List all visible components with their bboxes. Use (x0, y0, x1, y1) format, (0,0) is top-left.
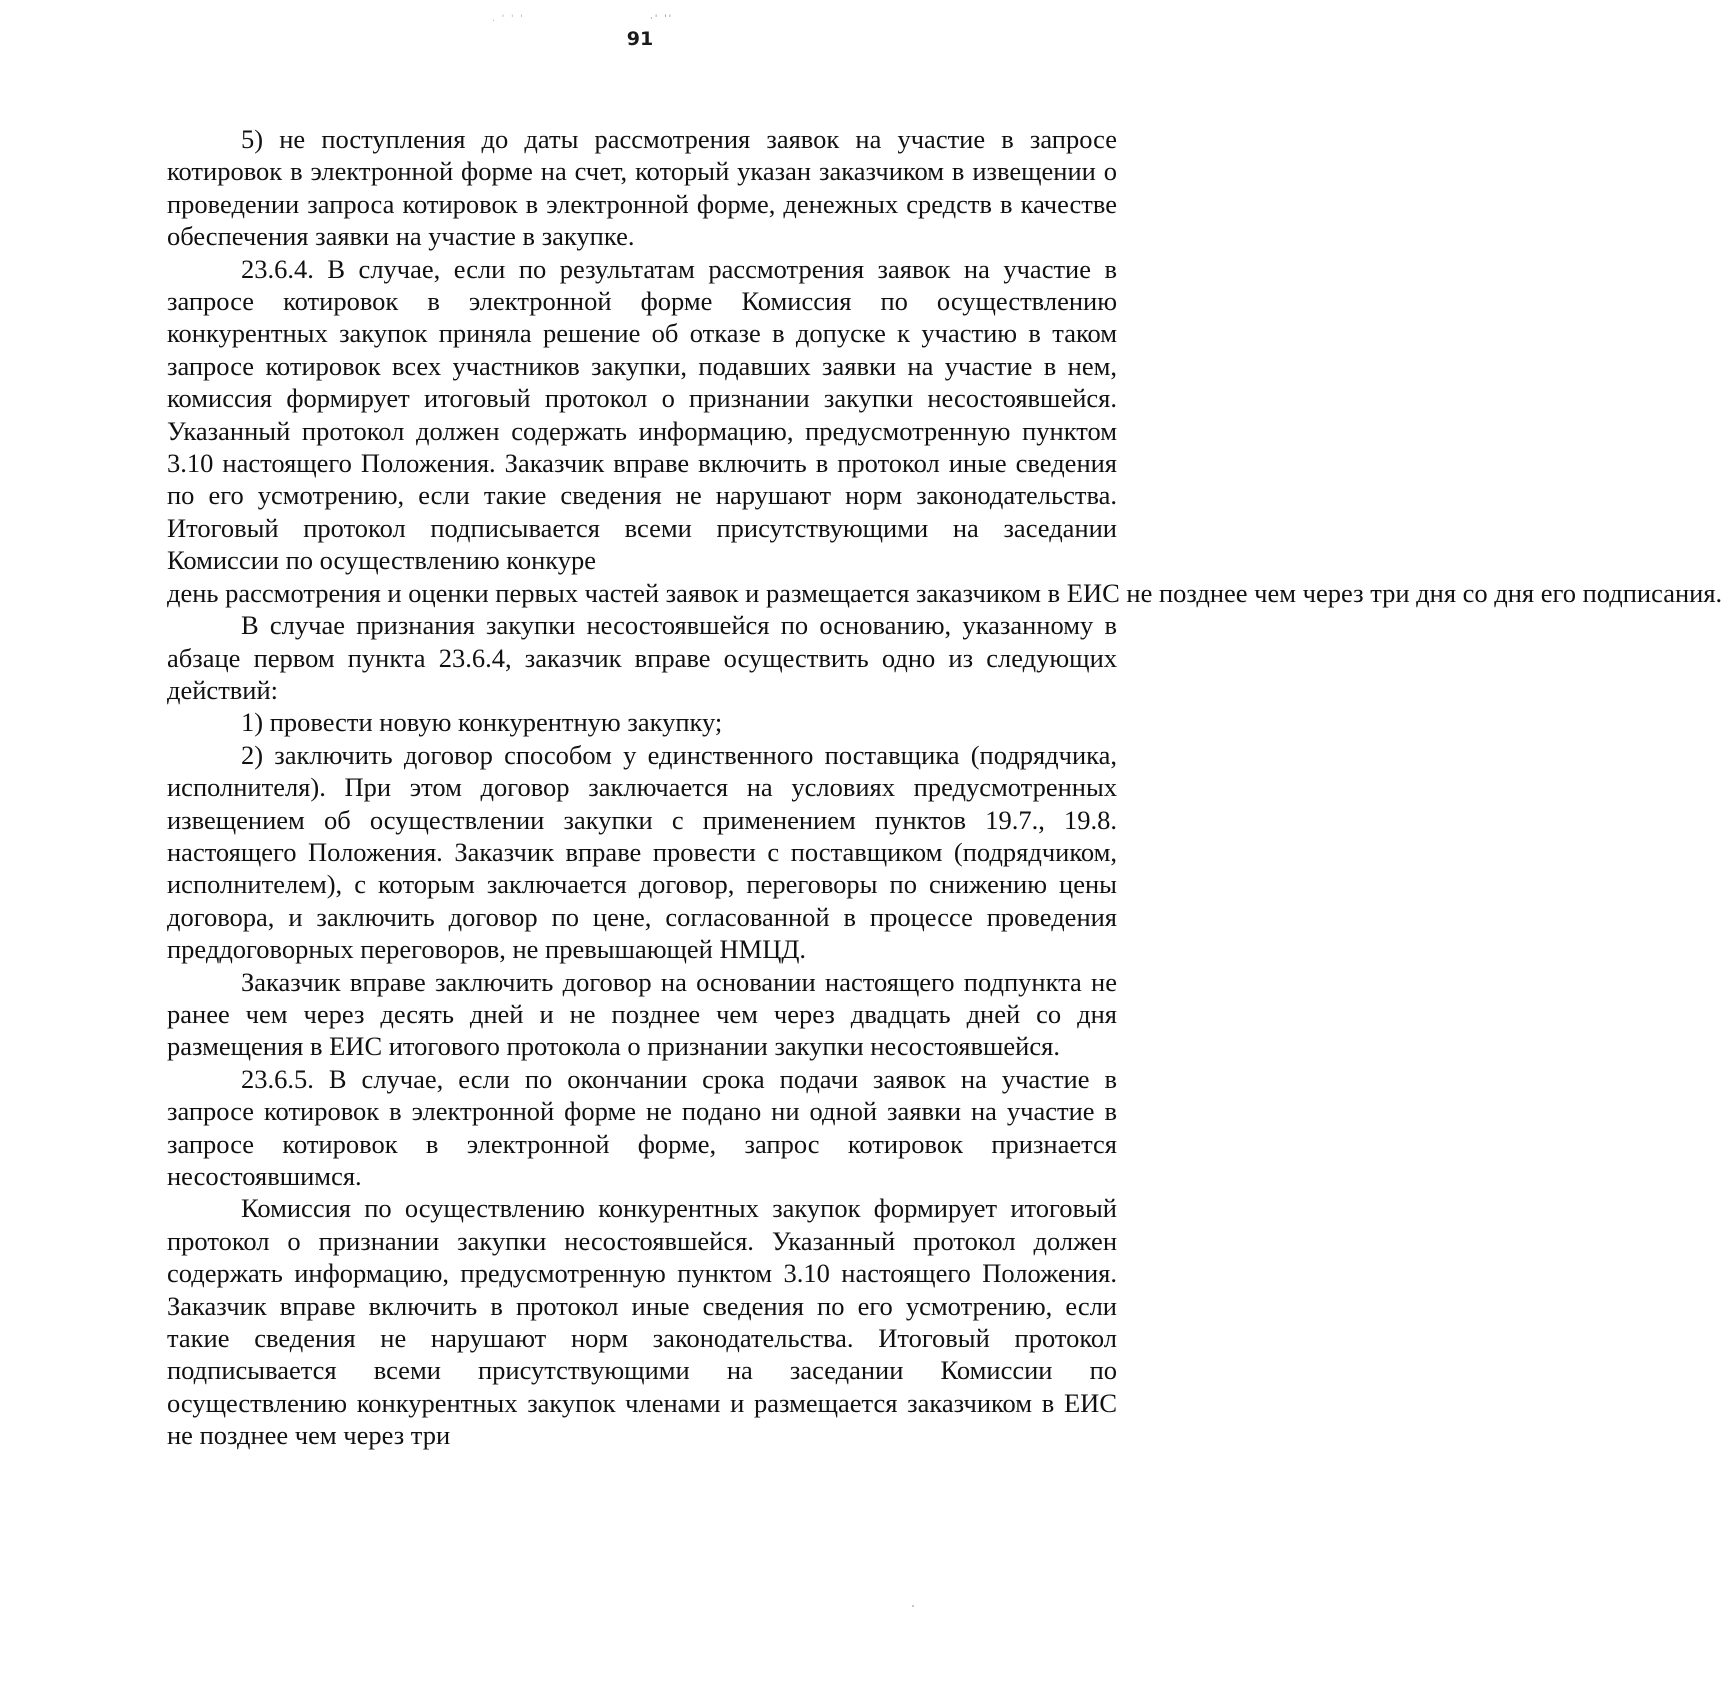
paragraph: Комиссия по осуществлению конкурентных закупок формирует итоговый протокол о признании закупки несостоявшейся. Указанный протокол должен содержать информацию, предусмотренную пунктом 3.10 настоящего Положения. Заказчик вправе включить в протокол иные сведения по его усмотрению, если такие сведения не нарушают норм законодательства. Итоговый протокол подписывается всеми присутствующими на заседании Комиссии по осуществлению конкурентных закупок членами и размещается заказчиком в ЕИС не позднее чем через три (167, 1193, 1117, 1451)
scan-specks: ·' '' (650, 14, 674, 24)
document-body (167, 123, 1722, 1452)
scan-specks: . ' ' ' (492, 14, 525, 24)
scan-artifact (912, 1605, 914, 1607)
paragraph: 23.6.4. В случае, если по результатам рассмотрения заявок на участие в запросе котировок в электронной форме Комиссия по осуществлению конкурентных закупок приняла решение об отказе в допуске к участию в таком запросе котировок всех участников закупки, подавших заявки на участие в нем, комиссия формирует итоговый протокол о признании закупки несостоявшейся. Указанный протокол должен содержать информацию, предусмотренную пунктом 3.10 настоящего Положения. Заказчик вправе включить в протокол иные сведения по его усмотрению, если такие сведения не нарушают норм законодательства. Итоговый протокол подписывается всеми присутствующими на заседании Комиссии по осуществлению конкуре (167, 253, 1117, 576)
paragraph: 5) не поступления до даты рассмотрения заявок на участие в запросе котировок в электронной форме на счет, который указан заказчиком в извещении о проведении запроса котировок в электронной форме, денежных средств в качестве обеспечения заявки на участие в закупке. (167, 124, 1117, 252)
paragraph: день рассмотрения и оценки первых частей заявок и размещается заказчиком в ЕИС не позднее чем через три дня со дня его подписания. (167, 577, 1722, 608)
paragraph: 1) провести новую конкурентную закупку; (241, 707, 723, 738)
paragraph: 2) заключить договор способом у единственного поставщика (подрядчика, исполнителя). При этом договор заключается на условиях предусмотренных извещением об осуществлении закупки с применением пунктов 19.7., 19.8. настоящего Положения. Заказчик вправе провести с поставщиком (подрядчиком, исполнителем), с которым заключается договор, переговоры по снижению цены договора, и заключить договор по цене, согласованной в процессе проведения преддоговорных переговоров, не превышающей НМЦД. (167, 739, 1117, 965)
paragraph: 23.6.5. В случае, если по окончании срока подачи заявок на участие в запросе котировок в электронной форме не подано ни одной заявки на участие в запросе котировок в электронной форме, запрос котировок признается несостоявшимся. (167, 1063, 1117, 1191)
paragraph: В случае признания закупки несостоявшейся по основанию, указанному в абзаце первом пункта 23.6.4, заказчик вправе осуществить одно из следующих действий: (167, 610, 1117, 705)
paragraph: Заказчик вправе заключить договор на основании настоящего подпункта не ранее чем через десять дней и не позднее чем через двадцать дней со дня размещения в ЕИС итогового протокола о признании закупки несостоявшейся. (167, 966, 1117, 1062)
page-number: 91 (626, 28, 654, 50)
